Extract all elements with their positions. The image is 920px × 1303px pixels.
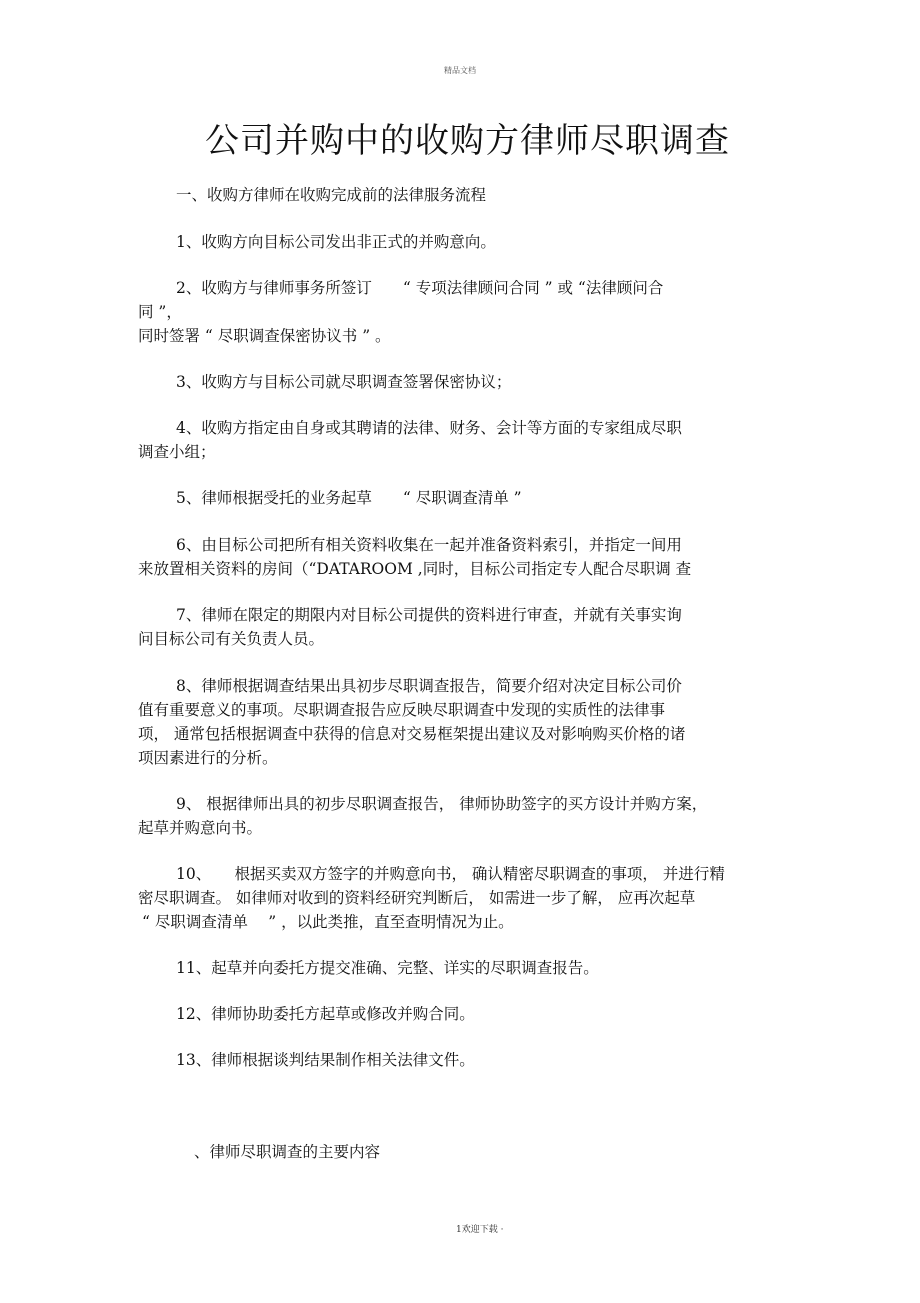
list-item-6-line-1: 6、由目标公司把所有相关资料收集在一起并准备资料索引，并指定一间用 <box>176 536 682 554</box>
list-item-10-line-1: 10、 根据买卖双方签字的并购意向书， 确认精密尽职调查的事项， 并进行精 <box>176 865 725 883</box>
list-item-4-line-1: 4、收购方指定由自身或其聘请的法律、财务、会计等方面的专家组成尽职 <box>176 419 682 437</box>
list-item-4-line-2: 调查小组； <box>138 443 216 461</box>
list-item-8-line-2: 值有重要意义的事项。尽职调查报告应反映尽职调查中发现的实质性的法律事 <box>138 701 666 719</box>
list-item-6-line-2: 来放置相关资料的房间（“DATAROOM ,同时，目标公司指定专人配合尽职调 查 <box>138 560 692 578</box>
list-item-2-line-3: 同时签署 “ 尽职调查保密协议书 ” 。 <box>138 327 391 345</box>
page-header: 精品文档 <box>444 66 476 75</box>
list-item-10-line-3: “ 尽职调查清单 ” ，以此类推，直至查明情况为止。 <box>142 913 514 931</box>
section-heading-2: 、律师尽职调查的主要内容 <box>194 1143 381 1161</box>
list-item-9-line-2: 起草并购意向书。 <box>138 819 263 837</box>
list-item-3: 3、收购方与目标公司就尽职调查签署保密协议； <box>176 373 512 391</box>
list-item-1: 1、收购方向目标公司发出非正式的并购意向。 <box>176 233 496 251</box>
list-item-8-line-1: 8、律师根据调查结果出具初步尽职调查报告，简要介绍对决定目标公司价 <box>176 677 682 695</box>
list-item-2-line-1: 2、收购方与律师事务所签订 “ 专项法律顾问合同 ” 或 “法律顾问合 <box>176 279 664 297</box>
document-title: 公司并购中的收购方律师尽职调查 <box>205 121 730 161</box>
list-item-8-line-3: 项， 通常包括根据调查中获得的信息对交易框架提出建议及对影响购买价格的诸 <box>138 725 686 743</box>
list-item-2-line-2: 同 ”， <box>138 303 182 321</box>
list-item-12: 12、律师协助委托方起草或修改并购合同。 <box>176 1005 475 1023</box>
list-item-8-line-4: 项因素进行的分析。 <box>138 749 278 767</box>
section-heading-1: 一、收购方律师在收购完成前的法律服务流程 <box>176 186 487 204</box>
page-footer: 1欢迎下载 · <box>456 1225 504 1235</box>
list-item-7-line-1: 7、律师在限定的期限内对目标公司提供的资料进行审查，并就有关事实询 <box>176 606 682 624</box>
list-item-13: 13、律师根据谈判结果制作相关法律文件。 <box>176 1051 475 1069</box>
list-item-5: 5、律师根据受托的业务起草 “ 尽职调查清单 ” <box>176 489 522 507</box>
list-item-7-line-2: 问目标公司有关负责人员。 <box>138 630 325 648</box>
list-item-10-line-2: 密尽职调查。 如律师对收到的资料经研究判断后， 如需进一步了解， 应再次起草 <box>138 889 696 907</box>
list-item-9-line-1: 9、 根据律师出具的初步尽职调查报告， 律师协助签字的买方设计并购方案， <box>176 795 708 813</box>
list-item-11: 11、起草并向委托方提交准确、完整、详实的尽职调查报告。 <box>176 959 599 977</box>
